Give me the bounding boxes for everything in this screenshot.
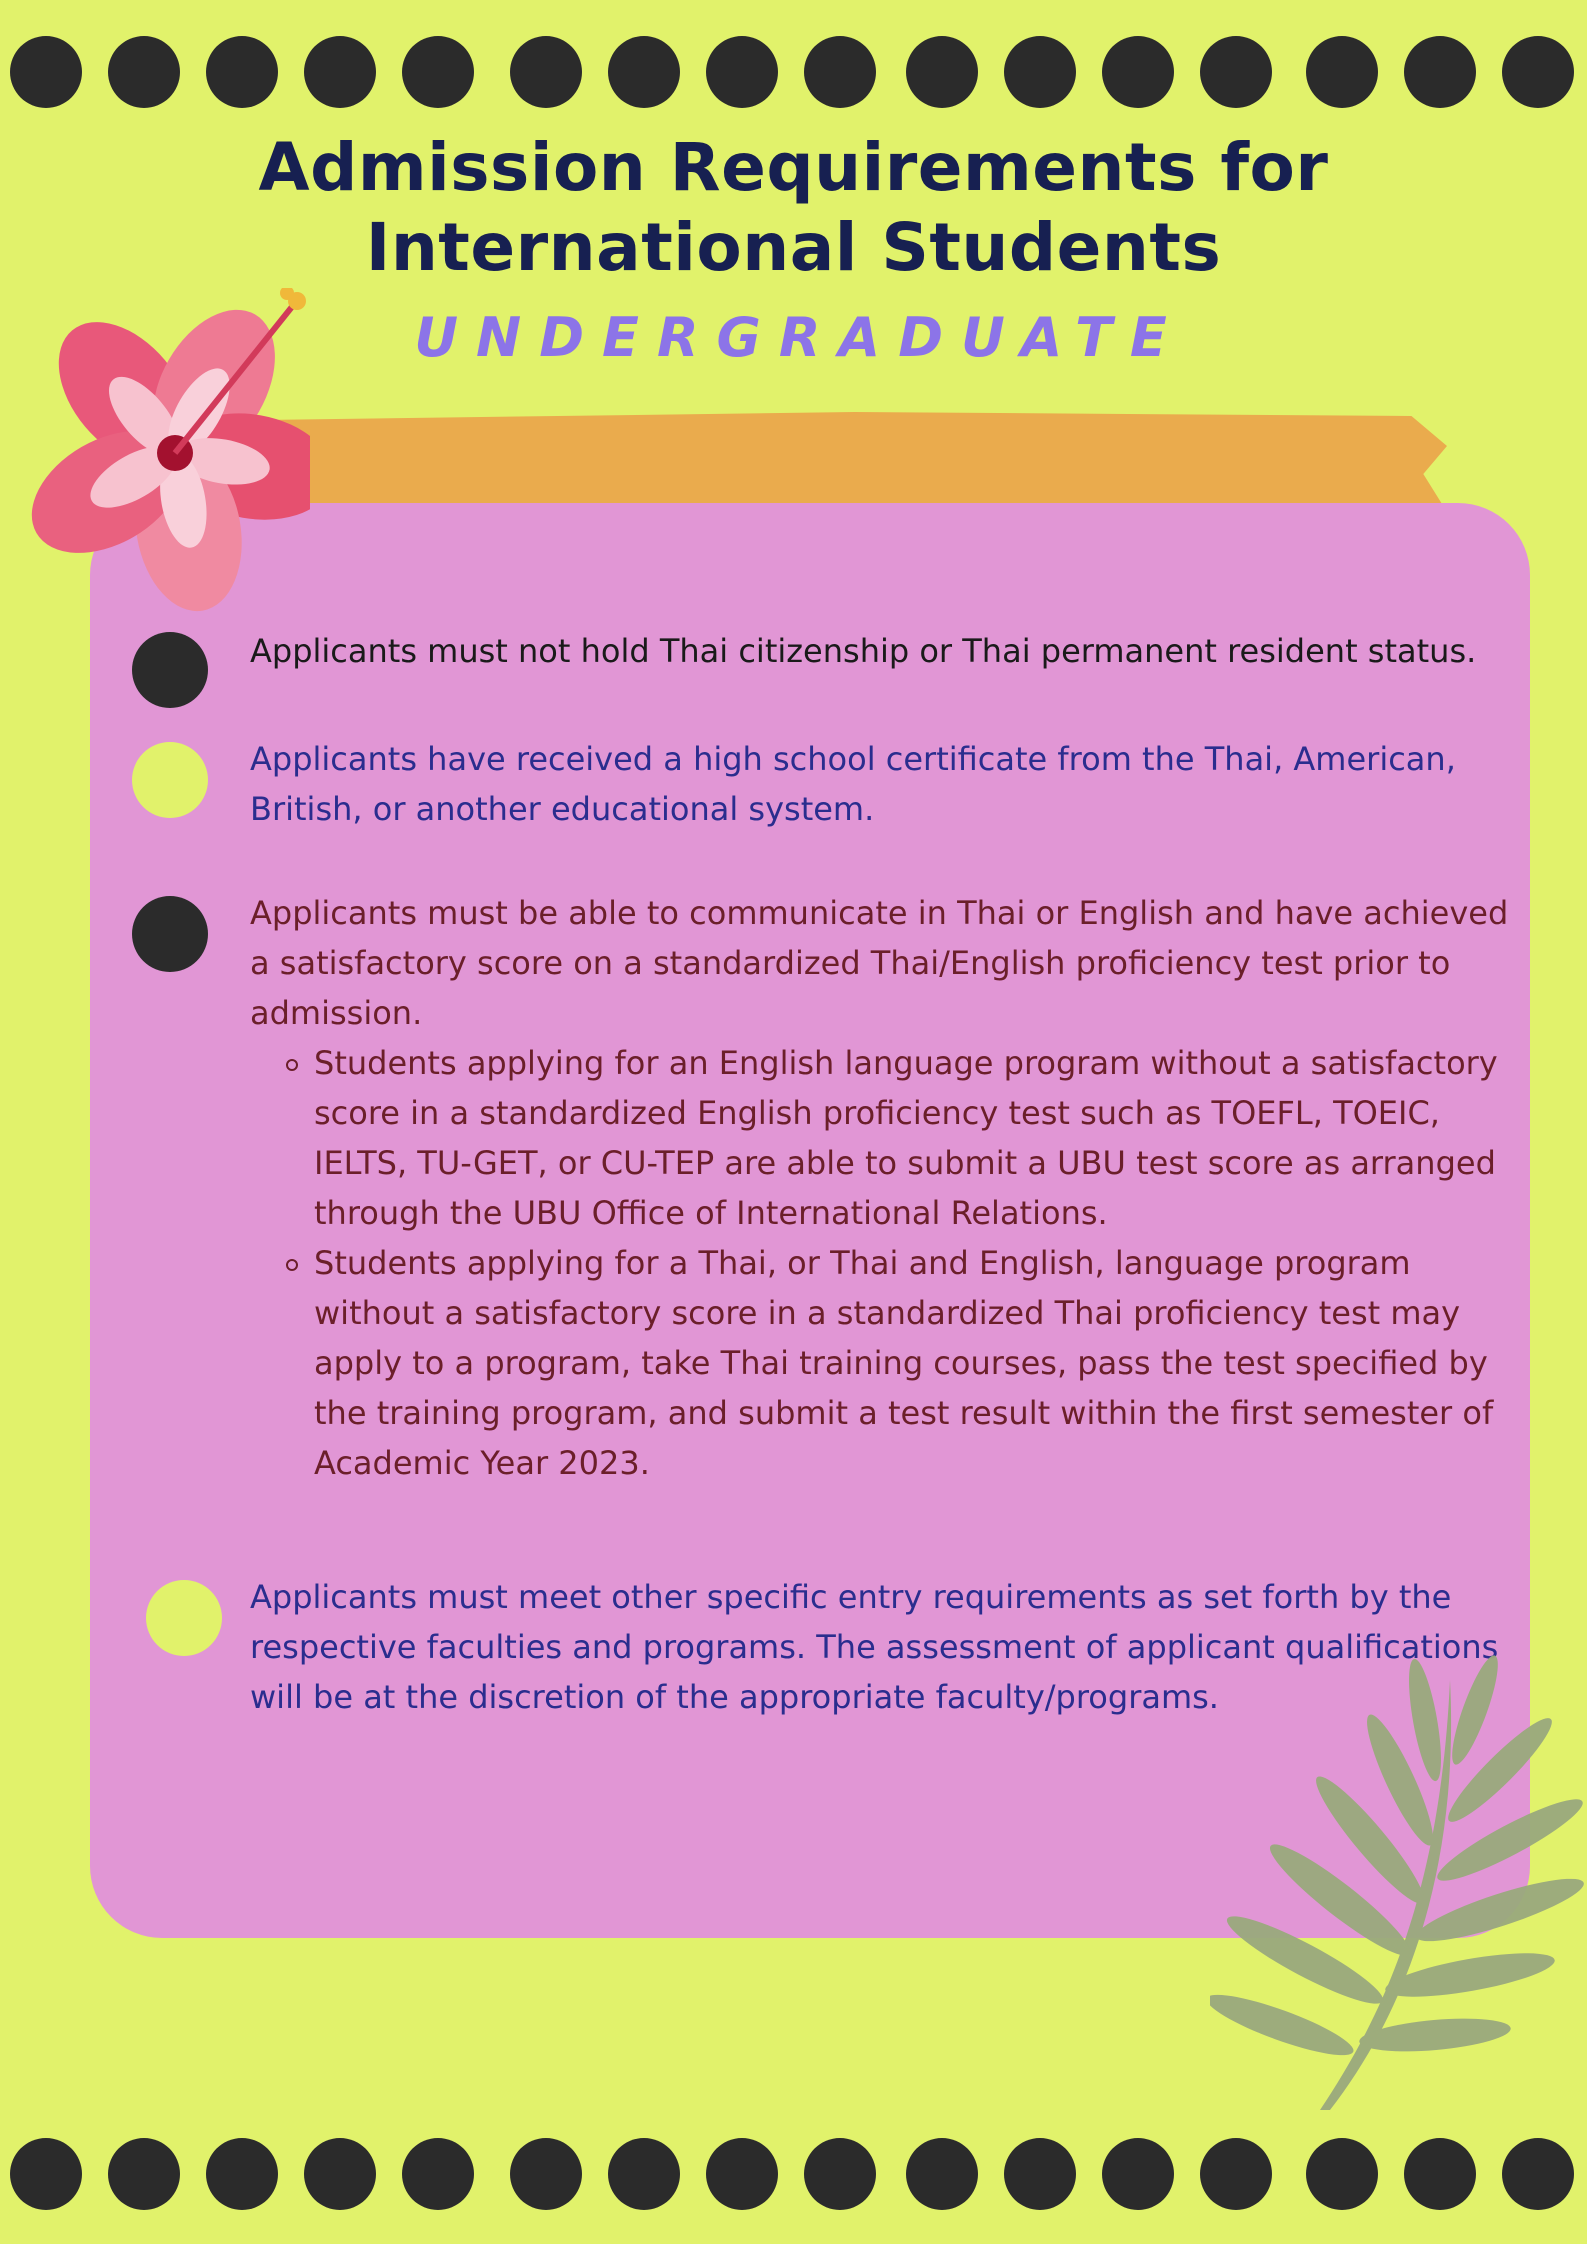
border-dot	[608, 36, 680, 108]
border-dot	[1102, 2138, 1174, 2210]
border-dot	[706, 2138, 778, 2210]
hibiscus-icon	[10, 288, 310, 618]
border-dot	[108, 2138, 180, 2210]
requirement-item	[250, 888, 1510, 1488]
page-subtitle: UNDERGRADUATE	[414, 306, 1185, 369]
bullet-lime	[146, 1580, 222, 1656]
requirement-item	[250, 626, 1510, 676]
border-dot	[804, 2138, 876, 2210]
border-dot	[1404, 2138, 1476, 2210]
border-dot	[1102, 36, 1174, 108]
border-dot	[402, 2138, 474, 2210]
border-dot	[1306, 2138, 1378, 2210]
sub-requirement-list	[250, 1038, 1510, 1488]
border-dot	[906, 2138, 978, 2210]
border-dot	[906, 36, 978, 108]
title-line-1: Admission Requirements for	[258, 129, 1329, 206]
border-dot	[1004, 2138, 1076, 2210]
border-dot	[1200, 2138, 1272, 2210]
border-dot	[206, 2138, 278, 2210]
border-dot	[10, 2138, 82, 2210]
border-dot	[608, 2138, 680, 2210]
border-dot	[804, 36, 876, 108]
requirement-text: Applicants must not hold Thai citizenship or Thai permanent resident status.	[250, 632, 1477, 670]
sub-requirement-item: Students applying for an English language program without a satisfactory score in a standardized English proficiency test such as TOEFL, TOEIC, IELTS, TU-GET, or CU-TEP are able to submit a UBU test score as arranged through the UBU Office of International Relations.	[250, 1038, 1510, 1238]
border-dot	[510, 36, 582, 108]
title-line-2: International Students	[365, 209, 1222, 286]
border-dot	[304, 36, 376, 108]
page-title	[0, 128, 1587, 288]
requirement-item	[250, 734, 1510, 834]
border-dot	[402, 36, 474, 108]
border-dot	[510, 2138, 582, 2210]
border-dot	[206, 36, 278, 108]
sub-requirement-item: Students applying for a Thai, or Thai and English, language program without a satisfactory score in a standardized Thai proficiency test may apply to a program, take Thai training courses, pass the test specified by the training program, and submit a test result within the first semester of Academic Year 2023.	[250, 1238, 1510, 1488]
border-dot	[10, 36, 82, 108]
border-dot	[108, 36, 180, 108]
requirement-text: Applicants must be able to communicate in Thai or English and have achieved a satisfactory score on a standardized Thai/English proficiency test prior to admission.	[250, 894, 1509, 1032]
border-dot	[304, 2138, 376, 2210]
border-dot	[1502, 2138, 1574, 2210]
requirement-text: Applicants have received a high school certificate from the Thai, American, British, or another educational system.	[250, 740, 1456, 828]
border-dot	[1502, 36, 1574, 108]
palm-leaf-icon	[1210, 1640, 1587, 2120]
top-dots-border	[0, 32, 1587, 112]
tape-banner	[262, 412, 1447, 512]
bullet-lime	[132, 742, 208, 818]
border-dot	[1200, 36, 1272, 108]
border-dot	[706, 36, 778, 108]
border-dot	[1404, 36, 1476, 108]
border-dot	[1306, 36, 1378, 108]
bullet-dark	[132, 896, 208, 972]
bullet-dark	[132, 632, 208, 708]
bottom-dots-border	[0, 2134, 1587, 2214]
requirement-text: Applicants must meet other specific entry requirements as set forth by the respective faculties and programs. The assessment of applicant qualifications will be at the discretion of the appropriate faculty/programs.	[250, 1578, 1499, 1716]
border-dot	[1004, 36, 1076, 108]
